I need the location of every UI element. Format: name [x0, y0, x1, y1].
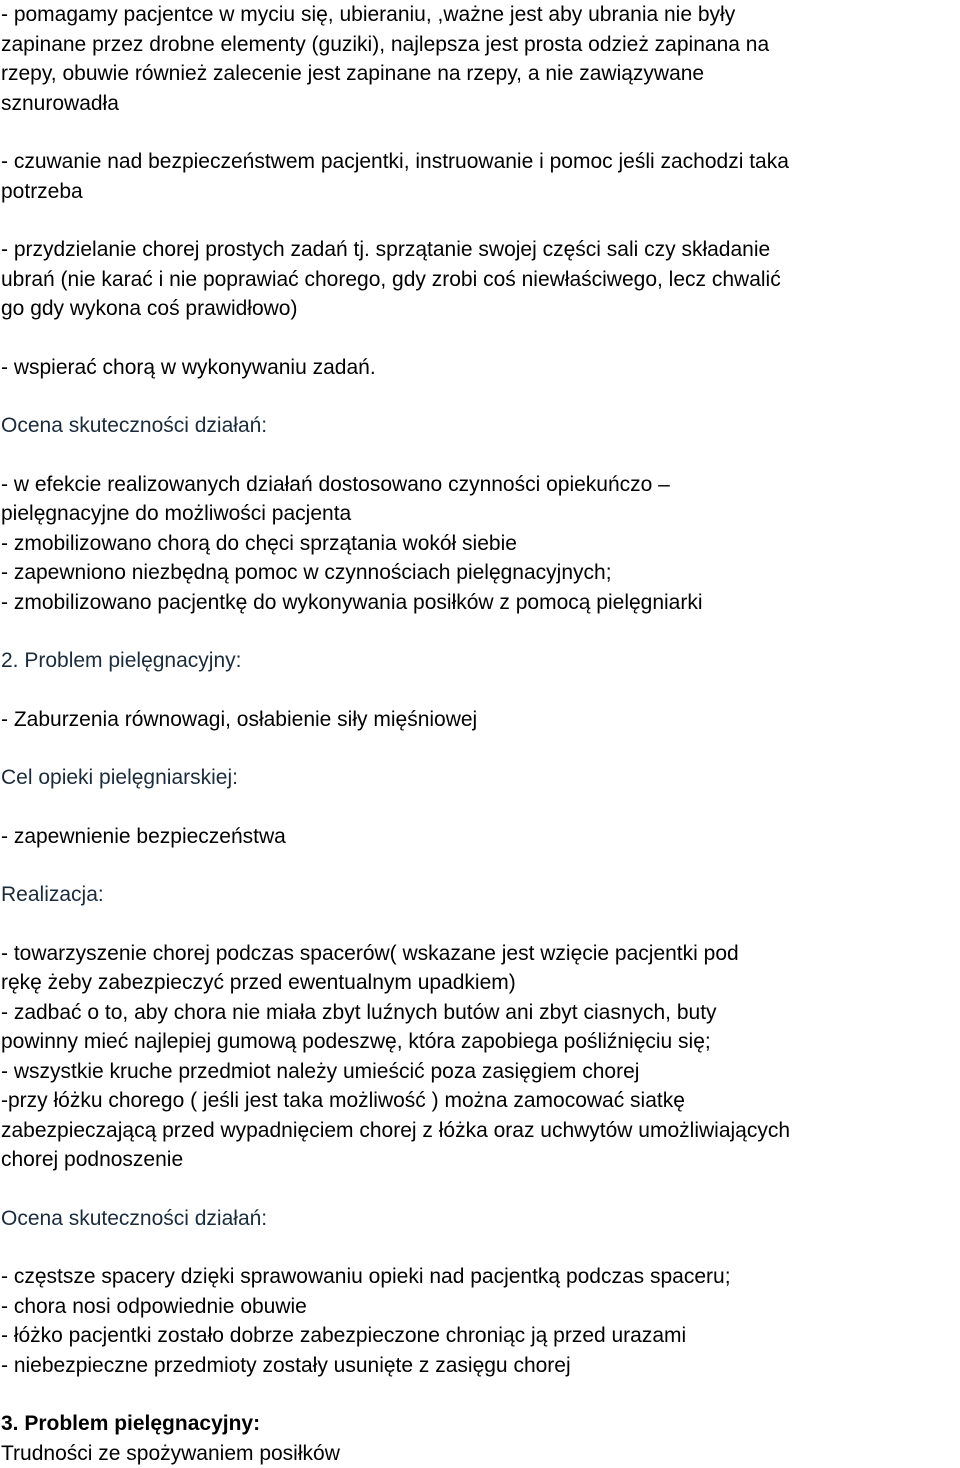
text-line: Trudności ze spożywaniem posiłków [1, 1439, 960, 1468]
text-line: - zapewnienie bezpieczeństwa [1, 822, 960, 852]
text-line: - zadbać o to, aby chora nie miała zbyt luźnych butów ani zbyt ciasnych, buty [1, 998, 960, 1028]
text-line: sznurowadła [1, 89, 960, 119]
heading-evaluation-2: Ocena skuteczności działań: [1, 1204, 960, 1234]
heading-evaluation-1: Ocena skuteczności działań: [1, 411, 960, 441]
text-line: - towarzyszenie chorej podczas spacerów( wskazane jest wzięcie pacjentki pod [1, 939, 960, 969]
paragraph-hygiene-help [1, 0, 960, 118]
text-line: -przy łóżku chorego ( jeśli jest taka możliwość ) można zamocować siatkę [1, 1086, 960, 1116]
text-line: - przydzielanie chorej prostych zadań tj. sprzątanie swojej części sali czy składanie [1, 235, 960, 265]
text-line: potrzeba [1, 177, 960, 207]
text-line: - wszystkie kruche przedmiot należy umieścić poza zasięgiem chorej [1, 1057, 960, 1087]
text-line: ubrań (nie karać i nie poprawiać chorego, gdy zrobi coś niewłaściwego, lecz chwalić [1, 265, 960, 295]
text-line: - wspierać chorą w wykonywaniu zadań. [1, 353, 960, 383]
paragraph-problem-2 [1, 705, 960, 735]
heading-realization: Realizacja: [1, 880, 960, 910]
heading-problem-2: 2. Problem pielęgnacyjny: [1, 646, 960, 676]
text-line: zabezpieczającą przed wypadnięciem chorej z łóżka oraz uchwytów umożliwiających [1, 1116, 960, 1146]
text-line: - łóżko pacjentki zostało dobrze zabezpieczone chroniąc ją przed urazami [1, 1321, 960, 1351]
paragraph-simple-tasks [1, 235, 960, 324]
text-line: - chora nosi odpowiednie obuwie [1, 1292, 960, 1322]
text-line: - zmobilizowano chorą do chęci sprzątania wokół siebie [1, 529, 960, 559]
text-line: - w efekcie realizowanych działań dostosowano czynności opiekuńczo – [1, 470, 960, 500]
text-line: - niebezpieczne przedmioty zostały usunięte z zasięgu chorej [1, 1351, 960, 1381]
paragraph-safety-watch [1, 147, 960, 206]
paragraph-evaluation-2 [1, 1262, 960, 1380]
paragraph-care-goal [1, 822, 960, 852]
paragraph-support [1, 353, 960, 383]
text-line: powinny mieć najlepiej gumową podeszwę, która zapobiega pośliźnięciu się; [1, 1027, 960, 1057]
paragraph-problem-3 [1, 1439, 960, 1468]
text-line: - pomagamy pacjentce w myciu się, ubieraniu, ,ważne jest aby ubrania nie były [1, 0, 960, 30]
text-line: - zmobilizowano pacjentkę do wykonywania posiłków z pomocą pielęgniarki [1, 588, 960, 618]
paragraph-realization [1, 939, 960, 1175]
text-line: rękę żeby zabezpieczyć przed ewentualnym upadkiem) [1, 968, 960, 998]
text-line: zapinane przez drobne elementy (guziki), najlepsza jest prosta odzież zapinana na [1, 30, 960, 60]
paragraph-evaluation-1 [1, 470, 960, 618]
text-line: - Zaburzenia równowagi, osłabienie siły mięśniowej [1, 705, 960, 735]
text-line: go gdy wykona coś prawidłowo) [1, 294, 960, 324]
text-line: rzepy, obuwie również zalecenie jest zapinane na rzepy, a nie zawiązywane [1, 59, 960, 89]
heading-problem-3: 3. Problem pielęgnacyjny: [1, 1409, 960, 1439]
text-line: pielęgnacyjne do możliwości pacjenta [1, 499, 960, 529]
text-line: - częstsze spacery dzięki sprawowaniu opieki nad pacjentką podczas spaceru; [1, 1262, 960, 1292]
text-line: chorej podnoszenie [1, 1145, 960, 1175]
text-line: - czuwanie nad bezpieczeństwem pacjentki, instruowanie i pomoc jeśli zachodzi taka [1, 147, 960, 177]
text-line: - zapewniono niezbędną pomoc w czynnościach pielęgnacyjnych; [1, 558, 960, 588]
heading-care-goal: Cel opieki pielęgniarskiej: [1, 763, 960, 793]
